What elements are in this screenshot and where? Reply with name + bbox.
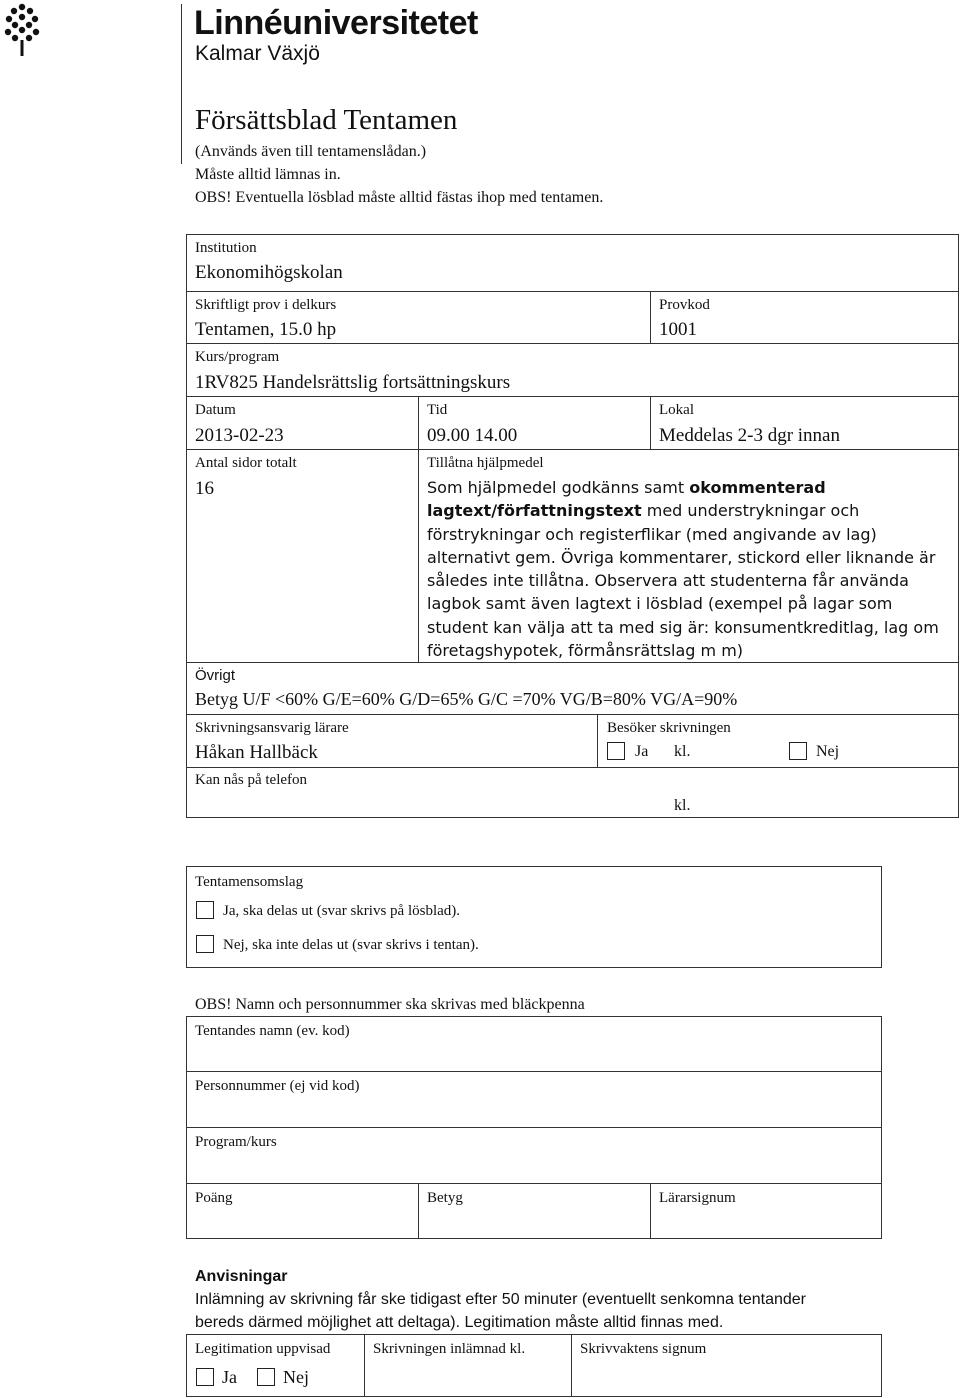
skrivvakt-label: Skrivvaktens signum bbox=[580, 1341, 707, 1357]
besoker-nej-label: Nej bbox=[816, 743, 840, 760]
tid-value: 09.00 14.00 bbox=[427, 425, 518, 446]
datum-label: Datum bbox=[195, 402, 236, 418]
besoker-kl-label: kl. bbox=[674, 743, 691, 760]
title-note-1: (Används även till tentamenslådan.) bbox=[195, 143, 427, 160]
datum-value: 2013-02-23 bbox=[195, 425, 284, 446]
besoker-ja-label: Ja bbox=[635, 743, 649, 760]
legitimation-label: Legitimation uppvisad bbox=[195, 1341, 331, 1357]
tid-label: Tid bbox=[427, 402, 448, 418]
poang-label: Poäng bbox=[195, 1190, 233, 1206]
besoker-label: Besöker skrivningen bbox=[607, 720, 731, 736]
besoker-ja-checkbox[interactable] bbox=[607, 742, 625, 760]
institution-label: Institution bbox=[195, 240, 257, 256]
program-label: Program/kurs bbox=[195, 1134, 277, 1150]
logo bbox=[4, 2, 484, 72]
legit-ja-checkbox[interactable] bbox=[196, 1368, 214, 1386]
title-note-3: OBS! Eventuella lösblad måste alltid fästas ihop med tentamen. bbox=[195, 189, 604, 206]
lokal-value: Meddelas 2-3 dgr innan bbox=[659, 425, 840, 446]
besoker-nej-checkbox[interactable] bbox=[789, 742, 807, 760]
anvisningar-line-1: Inlämning av skrivning får ske tidigast efter 50 minuter (eventuellt senkomna tentander bbox=[195, 1291, 806, 1308]
personnummer-label: Personnummer (ej vid kod) bbox=[195, 1078, 360, 1094]
title-note-2: Måste alltid lämnas in. bbox=[195, 166, 341, 183]
prov-label: Skriftligt prov i delkurs bbox=[195, 297, 337, 313]
ovrigt-value: Betyg U/F <60% G/E=60% G/D=65% G/C =70% VG/B=80% VG/A=90% bbox=[195, 689, 738, 709]
kurs-label: Kurs/program bbox=[195, 349, 280, 365]
kurs-value: 1RV825 Handelsrättslig fortsättningskurs bbox=[195, 372, 511, 393]
lokal-label: Lokal bbox=[659, 402, 694, 418]
institution-value: Ekonomihögskolan bbox=[195, 262, 343, 283]
omslag-label: Tentamensomslag bbox=[195, 874, 304, 890]
provkod-label: Provkod bbox=[659, 297, 710, 313]
legit-nej-label: Nej bbox=[283, 1367, 309, 1387]
telefon-kl-label: kl. bbox=[674, 797, 691, 814]
omslag-nej-checkbox[interactable] bbox=[196, 935, 214, 953]
hjalpmedel-text: Som hjälpmedel godkänns samt okommenterad lagtext/författningstext med understrykningar och förstrykningar och registerflikar (med angivande av lag) alternativt gem. Övriga kommentarer, stickord eller liknande är således inte tillåtna. Observera att studenterna får använda lagbok samt även lagtext i lösblad (exempel på lagar som student kan välja att ta med sig är: konsumentkreditlag, lag om företagshypotek, förmånsrättslag m m) bbox=[427, 478, 939, 661]
logo-subtitle: Kalmar Växjö bbox=[195, 42, 320, 65]
omslag-nej-text: Nej, ska inte delas ut (svar skrivs i tentan). bbox=[223, 937, 479, 953]
legit-nej-checkbox[interactable] bbox=[257, 1368, 275, 1386]
sidor-label: Antal sidor totalt bbox=[195, 455, 297, 471]
anvisningar-heading: Anvisningar bbox=[195, 1268, 288, 1285]
namn-label: Tentandes namn (ev. kod) bbox=[195, 1023, 350, 1039]
omslag-ja-checkbox[interactable] bbox=[196, 901, 214, 919]
legit-ja-label: Ja bbox=[222, 1367, 237, 1387]
ovrigt-label: Övrigt bbox=[195, 667, 236, 684]
inlamnad-label: Skrivningen inlämnad kl. bbox=[373, 1341, 526, 1357]
prov-value: Tentamen, 15.0 hp bbox=[195, 319, 337, 340]
hjalpmedel-label: Tillåtna hjälpmedel bbox=[427, 455, 544, 471]
obs-note: OBS! Namn och personnummer ska skrivas med bläckpenna bbox=[195, 996, 585, 1013]
larare-label: Skrivningsansvarig lärare bbox=[195, 720, 349, 736]
header-divider bbox=[181, 4, 182, 164]
provkod-value: 1001 bbox=[659, 319, 697, 340]
omslag-ja-text: Ja, ska delas ut (svar skrivs på lösblad). bbox=[223, 903, 461, 919]
anvisningar-line-2: bereds därmed möjlighet att deltaga). Legitimation måste alltid finnas med. bbox=[195, 1314, 724, 1331]
betyg-label: Betyg bbox=[427, 1190, 463, 1206]
tree-logo-icon bbox=[4, 2, 40, 56]
telefon-label: Kan nås på telefon bbox=[195, 772, 308, 788]
lararsignum-label: Lärarsignum bbox=[659, 1190, 736, 1206]
logo-wordmark: Linnéuniversitetet bbox=[194, 4, 478, 42]
page-title: Försättsblad Tentamen bbox=[195, 104, 458, 136]
sidor-value: 16 bbox=[195, 478, 214, 499]
larare-value: Håkan Hallbäck bbox=[195, 742, 318, 763]
